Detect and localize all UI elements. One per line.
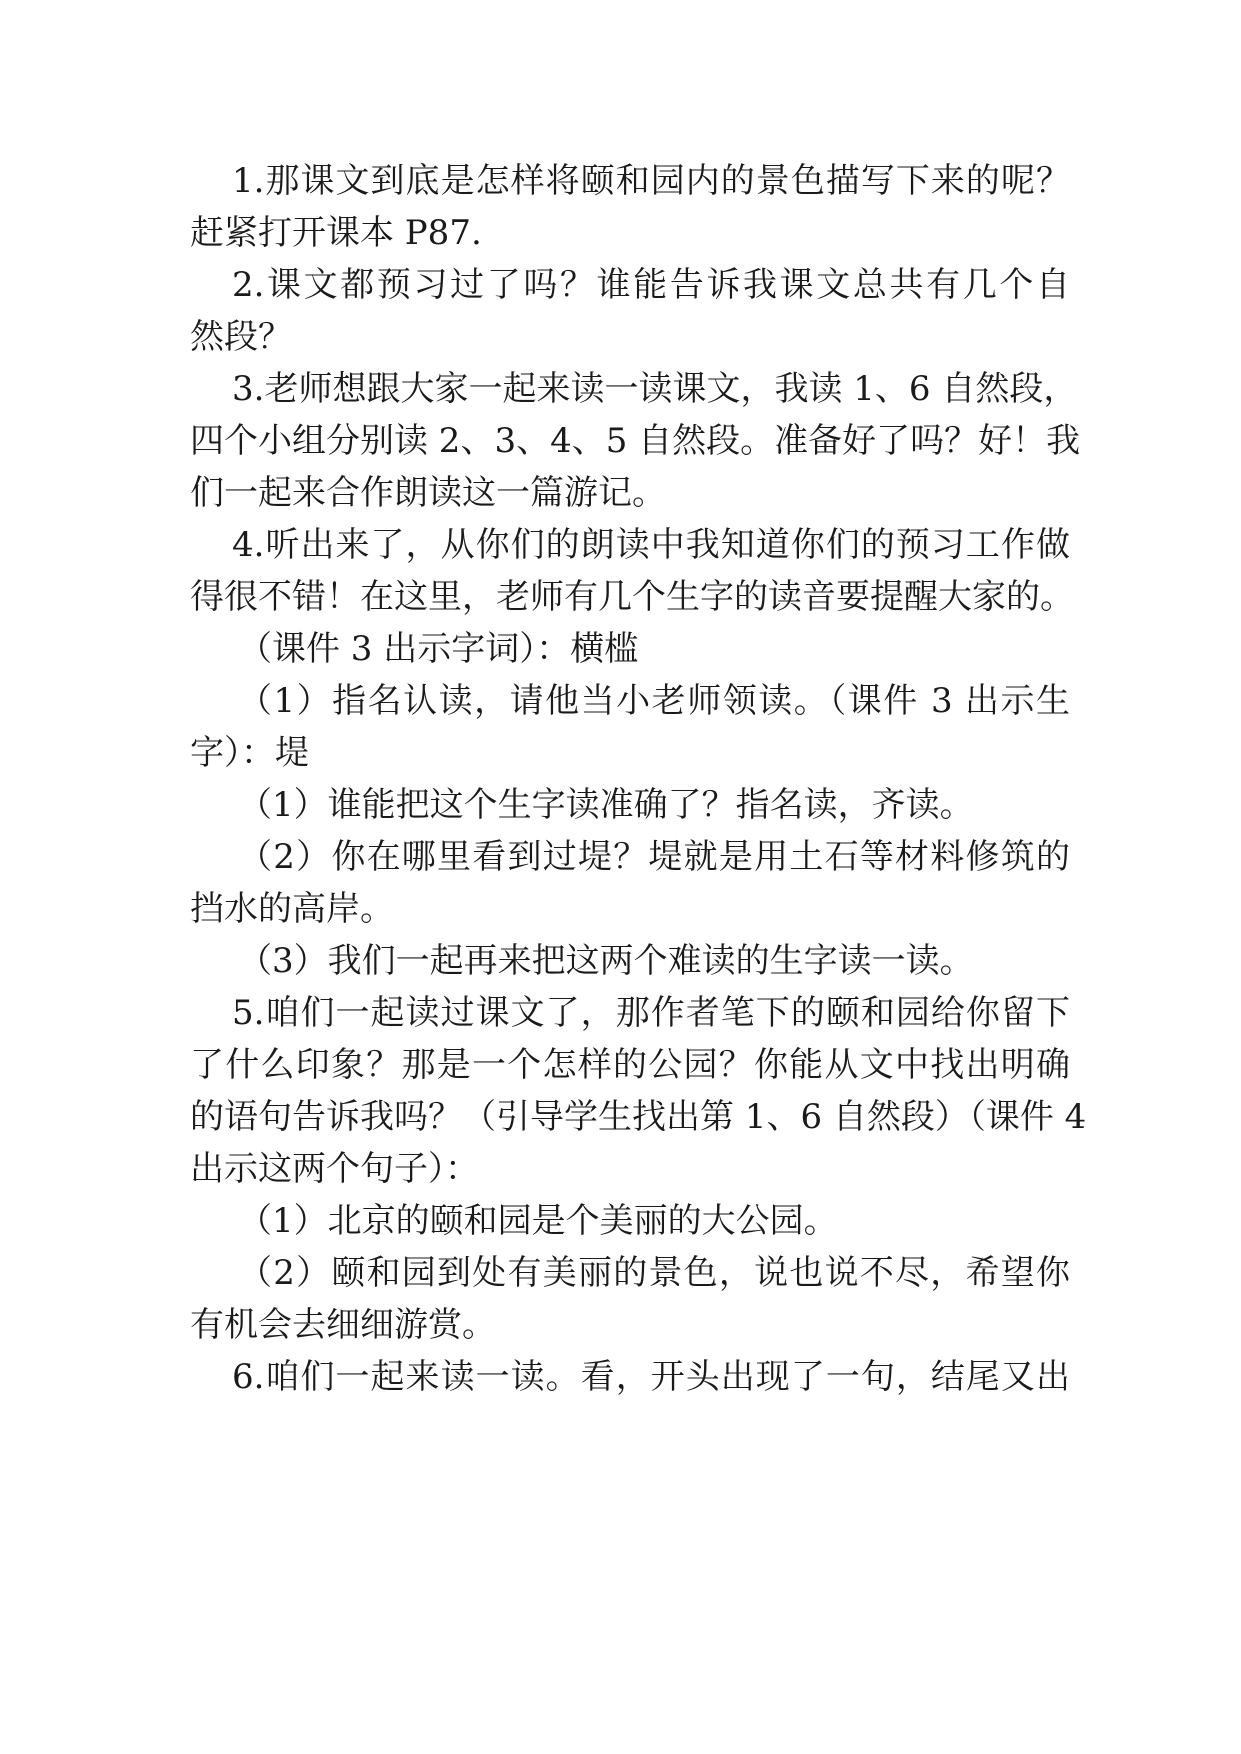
paragraph-line: （2）你在哪里看到过堤？堤就是用土石等材料修筑的 <box>238 837 1070 877</box>
paragraph-line: 字）：堤 <box>190 733 309 773</box>
paragraph-line: 2.课文都预习过了吗？谁能告诉我课文总共有几个自 <box>232 265 1070 305</box>
paragraph-line: 们一起来合作朗读这一篇游记。 <box>190 473 666 513</box>
paragraph-line: 5.咱们一起读过课文了，那作者笔下的颐和园给你留下 <box>232 993 1070 1033</box>
paragraph-line: 4.听出来了，从你们的朗读中我知道你们的预习工作做 <box>232 525 1070 565</box>
paragraph-line: （1）北京的颐和园是个美丽的大公园。 <box>238 1201 838 1241</box>
paragraph-line: 然段？ <box>190 317 292 357</box>
paragraph-line: 1.那课文到底是怎样将颐和园内的景色描写下来的呢？ <box>232 161 1070 201</box>
paragraph-line: 出示这两个句子）： <box>190 1149 479 1189</box>
paragraph-line: 了什么印象？那是一个怎样的公园？你能从文中找出明确 <box>190 1045 1070 1085</box>
paragraph-line: 有机会去细细游赏。 <box>190 1305 496 1345</box>
paragraph-line: 6.咱们一起来读一读。看，开头出现了一句，结尾又出 <box>232 1357 1070 1397</box>
paragraph-line: 四个小组分别读 2、3、4、5 自然段。准备好了吗？好！我 <box>190 421 1081 461</box>
paragraph-line: 的语句告诉我吗？（引导学生找出第 1、6 自然段）（课件 4 <box>190 1097 1087 1137</box>
paragraph-line: 3.老师想跟大家一起来读一读课文，我读 1、6 自然段， <box>232 369 1078 409</box>
paragraph-line: （2）颐和园到处有美丽的景色，说也说不尽，希望你 <box>238 1253 1070 1293</box>
paragraph-line: 赶紧打开课本 P87. <box>190 213 482 253</box>
paragraph-line: 挡水的高岸。 <box>190 889 394 929</box>
paragraph-line: （3）我们一起再来把这两个难读的生字读一读。 <box>238 941 974 981</box>
paragraph-line: （1）指名认读，请他当小老师领读。（课件 3 出示生 <box>238 681 1070 721</box>
paragraph-line: 得很不错！在这里，老师有几个生字的读音要提醒大家的。 <box>190 577 1074 617</box>
paragraph-line: （1）谁能把这个生字读准确了？指名读，齐读。 <box>238 785 974 825</box>
paragraph-line: （课件 3 出示字词）：横槛 <box>238 629 639 669</box>
